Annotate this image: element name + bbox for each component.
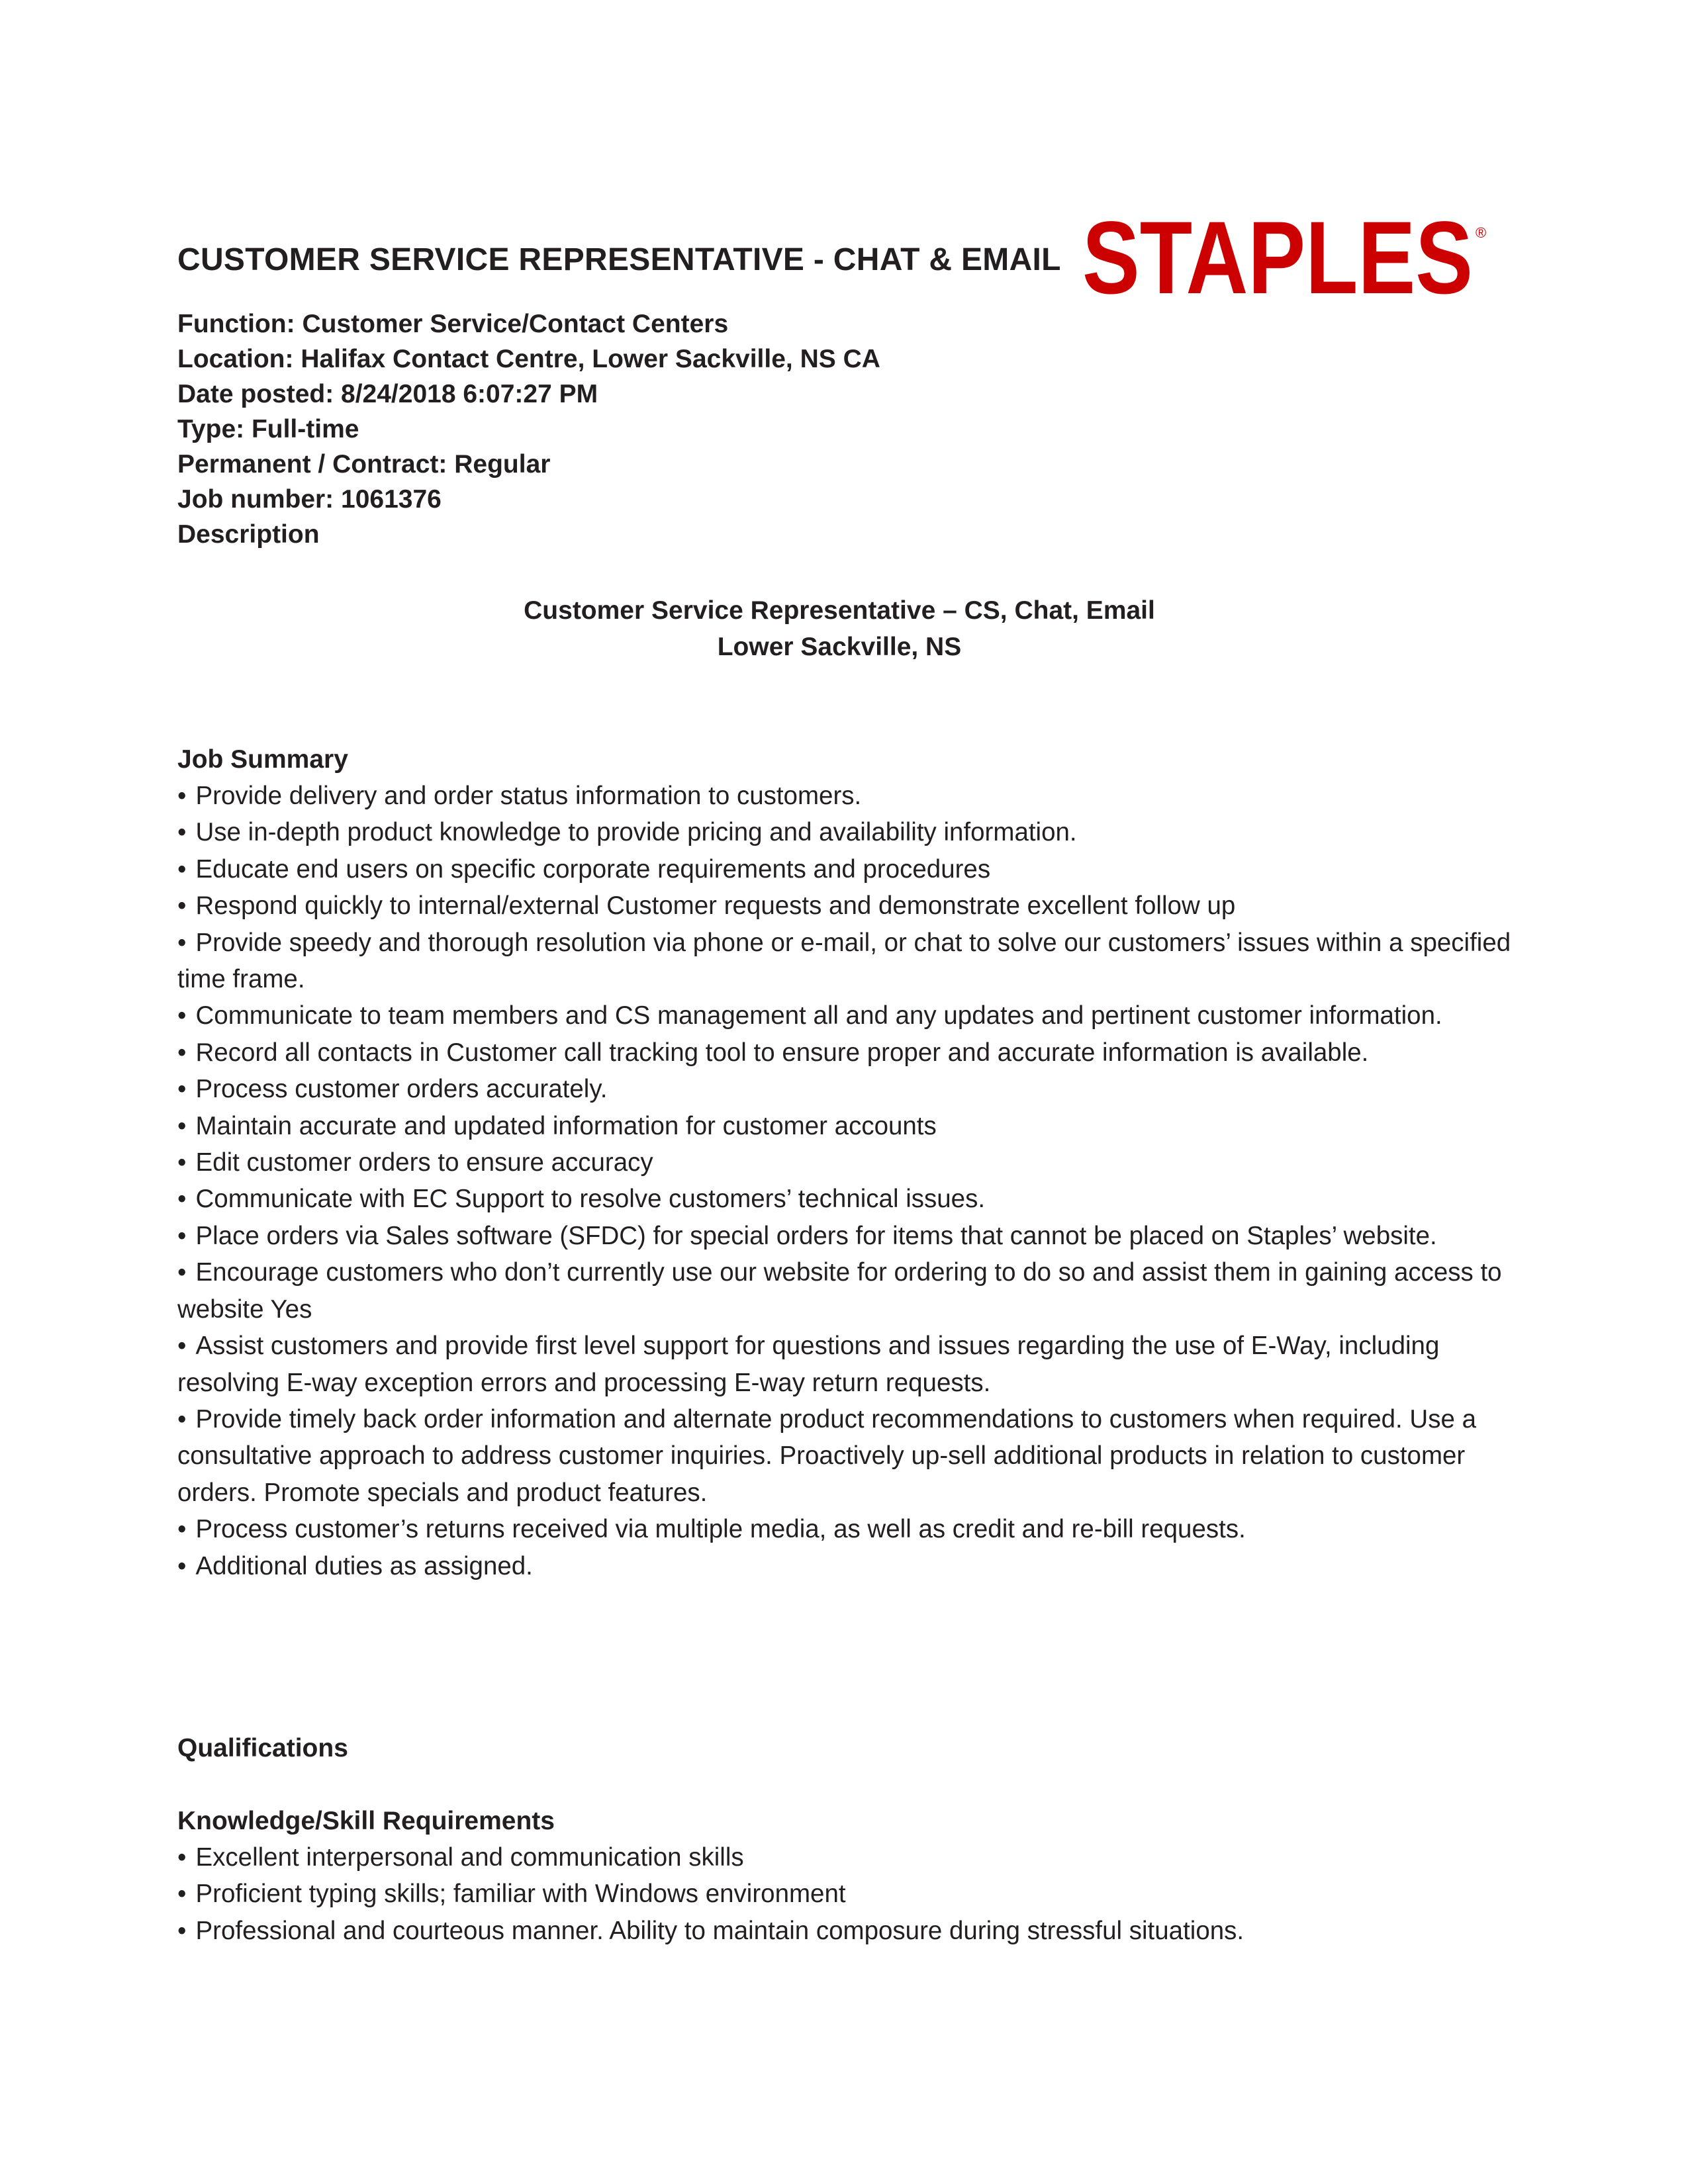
meta-date-posted: Date posted: 8/24/2018 6:07:27 PM (177, 380, 598, 408)
bullet-icon: • (177, 1148, 187, 1177)
bullet-icon: • (177, 1111, 187, 1140)
role-heading: Customer Service Representative – CS, Chat, Email (524, 596, 1155, 625)
bullet-icon: • (177, 1515, 187, 1544)
meta-job-number: Job number: 1061376 (177, 485, 442, 514)
registered-mark: ® (1476, 224, 1487, 241)
list-item: • Place orders via Sales software (SFDC) for special orders for items that cannot be placed on Staples’ website. (177, 1221, 1437, 1250)
list-item: • Assist customers and provide first level support for questions and issues regarding the use of E-Way, including resolving E-way exception errors and processing E-way return requests. (177, 1332, 1440, 1397)
bullet-icon: • (177, 1843, 187, 1872)
list-item: • Process customer’s returns received via multiple media, as well as credit and re-bill requests. (177, 1515, 1246, 1544)
job-summary-list (177, 778, 1515, 1584)
bullet-icon: • (177, 891, 187, 921)
qualifications-section (177, 1730, 1515, 1766)
knowledge-list (177, 1839, 1515, 1949)
meta-type: Type: Full-time (177, 415, 359, 443)
bullet-icon: • (177, 818, 187, 847)
bullet-icon: • (177, 1404, 187, 1433)
list-item: • Edit customer orders to ensure accuracy (177, 1148, 653, 1177)
bullet-icon: • (177, 1916, 187, 1945)
qualifications-heading: Qualifications (177, 1734, 348, 1762)
bullet-icon: • (177, 854, 187, 884)
list-item: • Communicate with EC Support to resolve customers’ technical issues. (177, 1185, 986, 1214)
role-location: Lower Sackville, NS (717, 633, 962, 661)
list-item: • Provide timely back order information and alternate product recommendations to customers when required. Use a consultative approach to address customer inquiries. Proactively up-sell additional products in relation to customer orders. Promote specials and product features. (177, 1404, 1476, 1507)
logo-wordmark: STAPLES (1082, 215, 1473, 304)
job-summary-heading: Job Summary (177, 745, 348, 774)
list-item: • Proficient typing skills; familiar with Windows environment (177, 1880, 846, 1909)
job-meta (177, 306, 1104, 552)
meta-function: Function: Customer Service/Contact Centers (177, 310, 729, 338)
bullet-icon: • (177, 1221, 187, 1250)
list-item: • Professional and courteous manner. Ability to maintain composure during stressful situations. (177, 1916, 1244, 1945)
role-heading-block (177, 592, 1501, 665)
knowledge-heading: Knowledge/Skill Requirements (177, 1807, 555, 1835)
job-summary-section (177, 741, 1515, 1584)
list-item: • Encourage customers who don’t currently use our website for ordering to do so and assist them in gaining access to website Yes (177, 1258, 1502, 1324)
bullet-icon: • (177, 1332, 187, 1361)
meta-location: Location: Halifax Contact Centre, Lower Sackville, NS CA (177, 345, 880, 373)
bullet-icon: • (177, 1075, 187, 1104)
list-item: • Maintain accurate and updated information for customer accounts (177, 1111, 937, 1140)
list-item: • Communicate to team members and CS management all and any updates and pertinent customer information. (177, 1001, 1442, 1030)
list-item: • Educate end users on specific corporate requirements and procedures (177, 854, 991, 884)
list-item: • Additional duties as assigned. (177, 1551, 533, 1580)
bullet-icon: • (177, 782, 187, 810)
list-item: • Provide speedy and thorough resolution via phone or e-mail, or chat to solve our customers’ issues within a specified time frame. (177, 928, 1511, 994)
list-item: • Process customer orders accurately. (177, 1075, 608, 1104)
staples-logo (1082, 215, 1496, 304)
bullet-icon: • (177, 1185, 187, 1214)
bullet-icon: • (177, 1258, 187, 1287)
bullet-icon: • (177, 928, 187, 957)
bullet-icon: • (177, 1038, 187, 1067)
bullet-icon: • (177, 1551, 187, 1580)
bullet-icon: • (177, 1880, 187, 1909)
list-item: • Record all contacts in Customer call tracking tool to ensure proper and accurate information is available. (177, 1038, 1369, 1067)
meta-permanent-contract: Permanent / Contract: Regular (177, 450, 551, 478)
list-item: • Respond quickly to internal/external Customer requests and demonstrate excellent follow up (177, 891, 1236, 921)
bullet-icon: • (177, 1001, 187, 1030)
job-title: CUSTOMER SERVICE REPRESENTATIVE - CHAT & EMAIL (177, 242, 1061, 277)
knowledge-section (177, 1803, 1515, 1949)
list-item: • Provide delivery and order status information to customers. (177, 782, 862, 810)
meta-description-label: Description (177, 520, 320, 549)
list-item: • Excellent interpersonal and communication skills (177, 1843, 744, 1872)
list-item: • Use in-depth product knowledge to provide pricing and availability information. (177, 818, 1077, 847)
